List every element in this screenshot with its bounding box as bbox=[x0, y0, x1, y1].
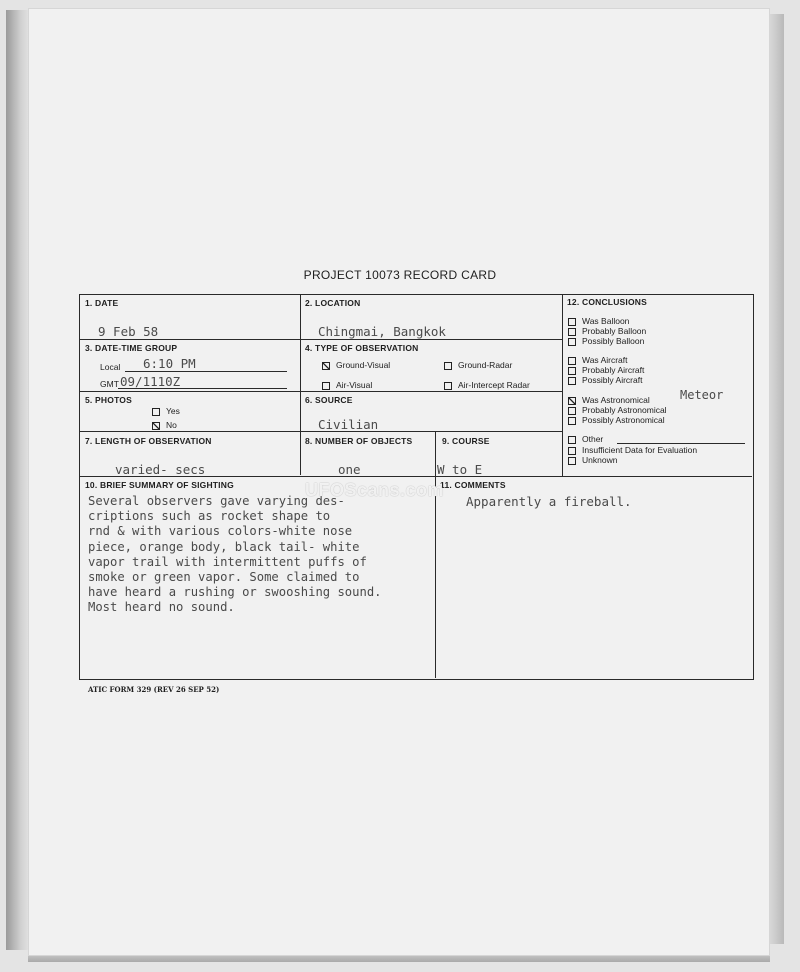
location-label: 2. LOCATION bbox=[305, 298, 361, 308]
conclusion-was-balloon: Was Balloon bbox=[568, 316, 629, 326]
type-of-observation-label: 4. TYPE OF OBSERVATION bbox=[305, 343, 419, 353]
conclusion-other: Other bbox=[568, 434, 603, 444]
option-air-visual: Air-Visual bbox=[322, 380, 372, 390]
summary-line: criptions such as rocket shape to bbox=[88, 509, 331, 524]
scan-right-edge bbox=[768, 14, 784, 944]
checkbox bbox=[568, 367, 576, 375]
checkbox bbox=[568, 318, 576, 326]
other-underline bbox=[617, 443, 745, 444]
checkbox bbox=[322, 382, 330, 390]
option-air-intercept-radar: Air-Intercept Radar bbox=[444, 380, 530, 390]
checkbox-checked bbox=[152, 422, 160, 430]
checkbox-checked bbox=[568, 397, 576, 405]
summary-line: have heard a rushing or swooshing sound. bbox=[88, 585, 382, 600]
checkbox bbox=[152, 408, 160, 416]
card-title: PROJECT 10073 RECORD CARD bbox=[303, 268, 497, 282]
source-label: 6. SOURCE bbox=[305, 395, 353, 405]
comments-value: Apparently a fireball. bbox=[466, 494, 632, 509]
conclusion-was-astronomical: Was Astronomical bbox=[568, 395, 650, 405]
checkbox bbox=[444, 382, 452, 390]
local-time-value: 6:10 PM bbox=[143, 356, 196, 371]
checkbox bbox=[568, 357, 576, 365]
summary-line: smoke or green vapor. Some claimed to bbox=[88, 570, 360, 585]
local-underline bbox=[125, 371, 287, 372]
conclusion-insufficient-data: Insufficient Data for Evaluation bbox=[568, 445, 697, 455]
checkbox bbox=[568, 377, 576, 385]
checkbox bbox=[568, 457, 576, 465]
option-ground-visual: Ground-Visual bbox=[322, 360, 390, 370]
photos-label: 5. PHOTOS bbox=[85, 395, 132, 405]
checkbox bbox=[568, 436, 576, 444]
comments-label: 11. COMMENTS bbox=[440, 480, 506, 490]
photos-yes: Yes bbox=[152, 406, 180, 416]
conclusions-label: 12. CONCLUSIONS bbox=[567, 297, 647, 307]
summary-label: 10. BRIEF SUMMARY OF SIGHTING bbox=[85, 480, 234, 490]
summary-line: Most heard no sound. bbox=[88, 600, 235, 615]
photos-no: No bbox=[152, 420, 177, 430]
gmt-value: 09/1110Z bbox=[120, 374, 181, 389]
option-ground-radar: Ground-Radar bbox=[444, 360, 512, 370]
divider-col-1 bbox=[300, 295, 301, 475]
conclusion-possibly-balloon: Possibly Balloon bbox=[568, 336, 644, 346]
conclusion-unknown: Unknown bbox=[568, 455, 617, 465]
divider-row-2 bbox=[80, 391, 562, 392]
conclusion-possibly-astronomical: Possibly Astronomical bbox=[568, 415, 665, 425]
course-label: 9. COURSE bbox=[442, 436, 490, 446]
gmt-label: GMT bbox=[100, 379, 119, 389]
date-label: 1. DATE bbox=[85, 298, 119, 308]
conclusion-probably-astronomical: Probably Astronomical bbox=[568, 405, 667, 415]
summary-text bbox=[88, 494, 438, 616]
length-label: 7. LENGTH OF OBSERVATION bbox=[85, 436, 212, 446]
summary-line: Several observers gave varying des- bbox=[88, 494, 345, 508]
conclusion-was-aircraft: Was Aircraft bbox=[568, 355, 628, 365]
conclusion-probably-aircraft: Probably Aircraft bbox=[568, 365, 644, 375]
summary-line: piece, orange body, black tail- white bbox=[88, 539, 360, 554]
summary-line: rnd & with various colors-white nose bbox=[88, 524, 353, 539]
location-value: Chingmai, Bangkok bbox=[318, 324, 446, 339]
conclusion-probably-balloon: Probably Balloon bbox=[568, 326, 646, 336]
objects-value: one bbox=[338, 462, 361, 477]
checkbox bbox=[568, 338, 576, 346]
divider-col-2 bbox=[562, 295, 563, 477]
checkbox bbox=[444, 362, 452, 370]
checkbox bbox=[568, 447, 576, 455]
watermark: UFOScans.com bbox=[305, 480, 445, 500]
astronomical-note: Meteor bbox=[680, 388, 724, 402]
checkbox bbox=[568, 407, 576, 415]
course-value: W to E bbox=[437, 462, 483, 477]
conclusion-possibly-aircraft: Possibly Aircraft bbox=[568, 375, 642, 385]
scan-left-edge bbox=[6, 10, 30, 950]
checkbox bbox=[568, 417, 576, 425]
form-footer: ATIC FORM 329 (REV 26 SEP 52) bbox=[88, 685, 220, 694]
date-time-group-label: 3. DATE-TIME GROUP bbox=[85, 343, 178, 353]
checkbox bbox=[568, 328, 576, 336]
objects-label: 8. NUMBER OF OBJECTS bbox=[305, 436, 413, 446]
date-value: 9 Feb 58 bbox=[98, 324, 159, 339]
source-value: Civilian bbox=[318, 417, 379, 432]
checkbox-checked bbox=[322, 362, 330, 370]
divider-row-1 bbox=[80, 339, 562, 340]
length-value: varied- secs bbox=[115, 462, 206, 477]
summary-line: vapor trail with intermittent puffs of bbox=[88, 554, 367, 569]
local-label: Local bbox=[100, 362, 121, 372]
